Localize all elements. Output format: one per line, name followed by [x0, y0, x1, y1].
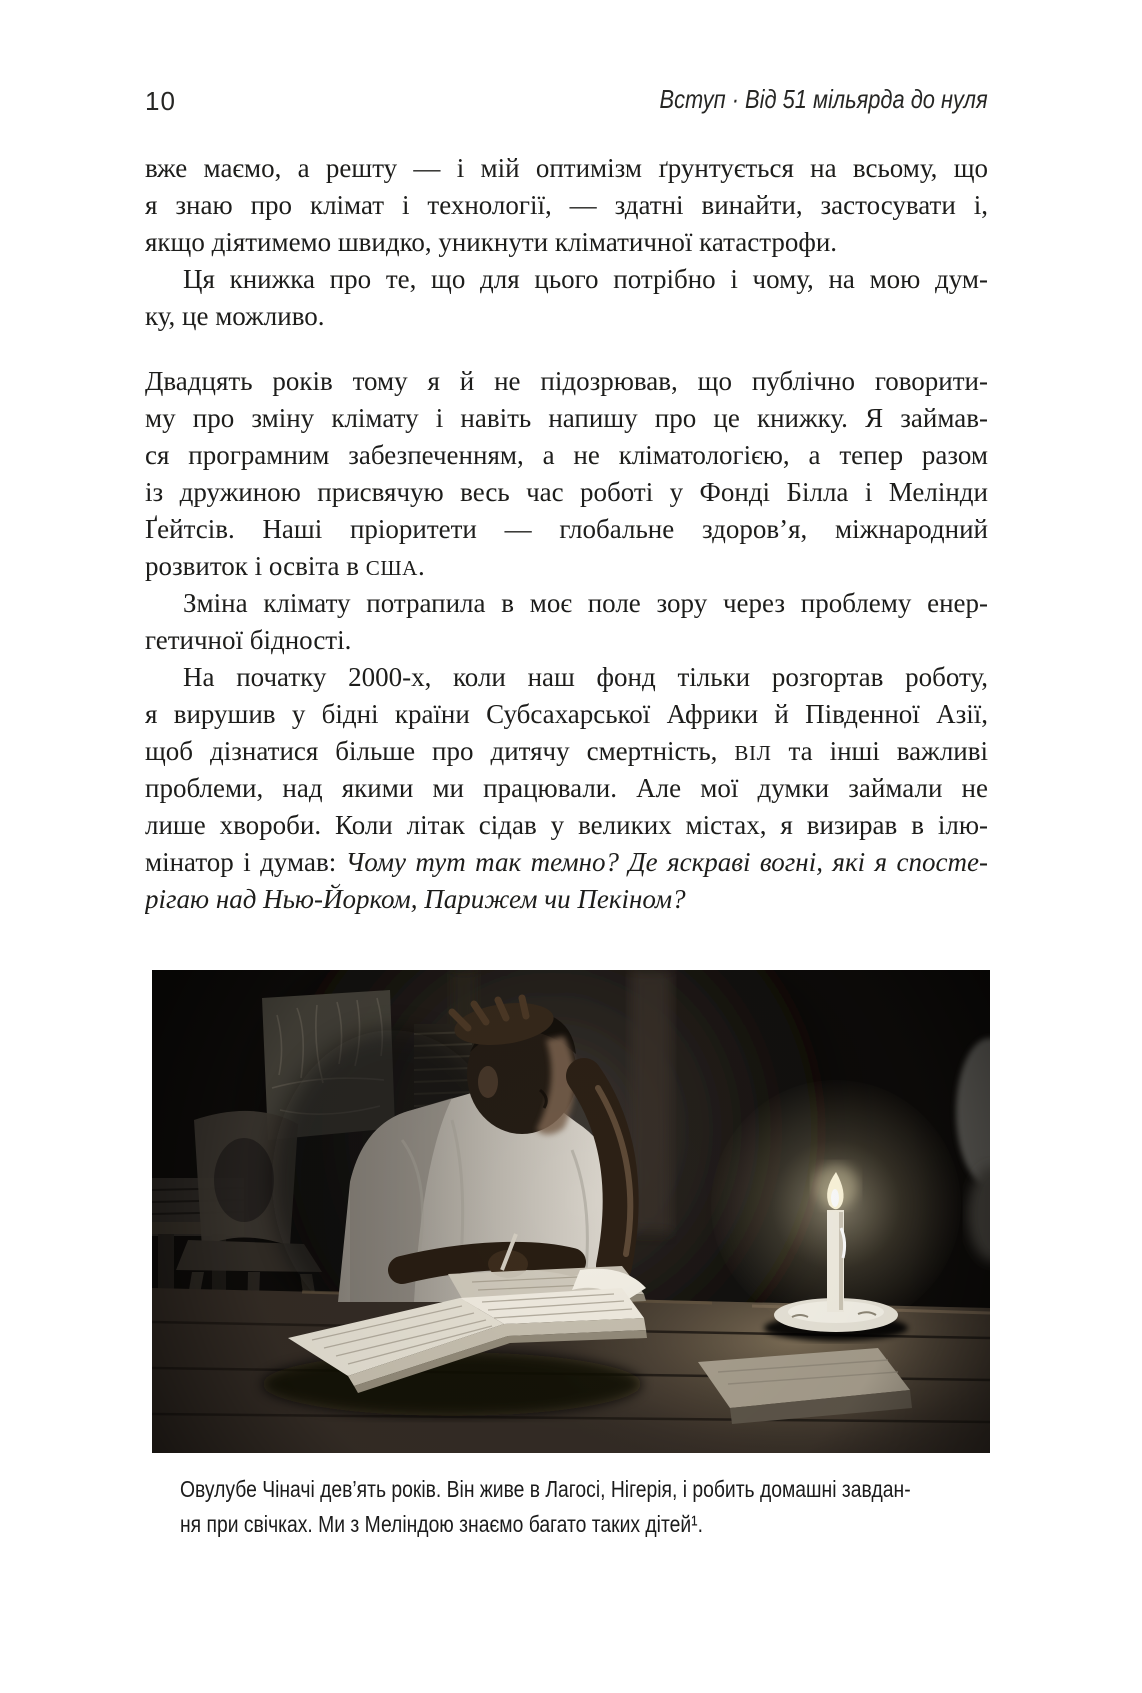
body-line: Зміна клімату потрапила в моє поле зору через проблему енер- — [183, 588, 988, 618]
body-line: із дружиною присвячую весь час роботі у Фонді Білла і Мелінди — [145, 477, 988, 507]
body-line: гетичної бідності. — [145, 625, 352, 655]
body-line — [145, 844, 988, 881]
smallcaps-vil: ВІЛ — [734, 741, 772, 765]
body-text-part: . — [417, 551, 425, 581]
body-line: Ґейтсів. Наші пріоритети — глобальне здоров’я, міжнародний — [145, 514, 988, 544]
body-line: якщо діятимемо швидко, уникнути кліматичної катастрофи. — [145, 227, 838, 257]
body-text-part: та інші важливі — [771, 736, 988, 766]
body-line: На початку 2000-х, коли наш фонд тільки розгортав роботу, — [183, 662, 988, 692]
body-line: вже маємо, а решту — і мій оптимізм ґрунтується на всьому, що — [145, 153, 988, 183]
body-line: му про зміну клімату і навіть напишу про це книжку. Я займав- — [145, 403, 988, 433]
body-text — [145, 150, 988, 918]
caption-line: Овулубе Чіначі дев’ять років. Він живе в Лагосі, Нігерія, і робить домашні завдан- — [180, 1476, 911, 1502]
body-line: ся програмним забезпеченням, а не кліматологією, а тепер разом — [145, 440, 988, 470]
body-line: ку, це можливо. — [145, 301, 325, 331]
body-line: проблеми, над якими ми працювали. Але мої думки займали не — [145, 773, 988, 803]
photo-caption — [180, 1472, 911, 1542]
page-number: 10 — [145, 86, 176, 116]
body-line — [145, 548, 988, 585]
body-text-part: розвиток і освіта в — [145, 551, 366, 581]
body-text-part: мінатор і думав: — [145, 847, 346, 877]
smallcaps-usa: США — [365, 556, 418, 580]
caption-line: ня при свічках. Ми з Меліндою знаємо багато таких дітей¹. — [180, 1511, 703, 1537]
vignette — [152, 970, 990, 1453]
photo-illustration — [152, 970, 990, 1453]
body-line: Ця книжка про те, що для цього потрібно і чому, на мою дум- — [183, 264, 988, 294]
running-head: Вступ · Від 51 мільярда до нуля — [659, 84, 988, 114]
photo-boy-candlelight — [152, 970, 990, 1453]
body-text-part: щоб дізнатися більше про дитячу смертність, — [145, 736, 735, 766]
body-line: лише хвороби. Коли літак сідав у великих містах, я визирав в ілю- — [145, 810, 988, 840]
body-line: рігаю над Нью-Йорком, Парижем чи Пекіном? — [145, 884, 686, 914]
body-line: Двадцять років тому я й не підозрював, що публічно говорити- — [145, 366, 988, 396]
body-line — [145, 733, 988, 770]
body-line: я вирушив у бідні країни Субсахарської Африки й Південної Азії, — [145, 699, 988, 729]
inner-monologue-italic: Чому тут так темно? Де яскраві вогні, які я спосте- — [345, 847, 988, 877]
body-line: я знаю про клімат і технології, — здатні винайти, застосувати і, — [145, 190, 988, 220]
